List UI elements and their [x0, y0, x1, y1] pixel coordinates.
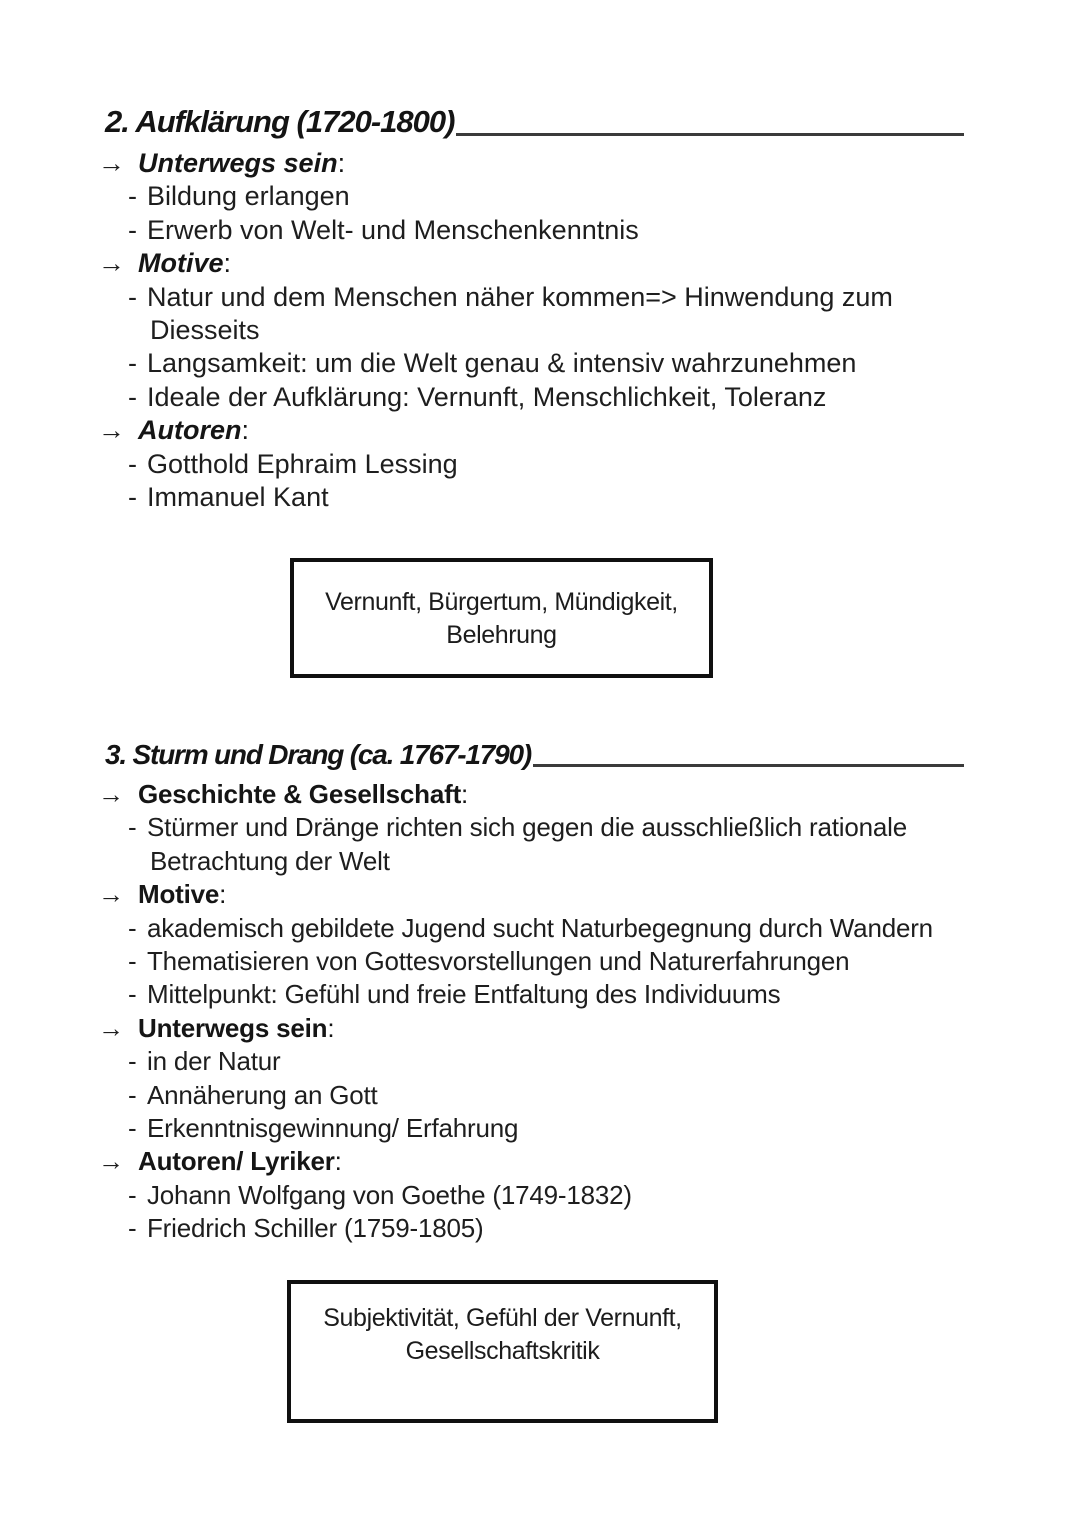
dash-icon: -	[128, 181, 137, 212]
dash-icon: -	[128, 381, 137, 412]
section-body	[98, 778, 964, 1245]
bullet-item-text: Betrachtung der Welt	[150, 845, 390, 876]
heading-underline	[533, 764, 964, 767]
bullet-item	[98, 448, 964, 481]
arrow-icon: →	[98, 879, 124, 910]
topic-label: Autoren	[138, 415, 242, 446]
bullet-item	[98, 214, 964, 247]
dash-icon: -	[128, 481, 137, 512]
bullet-item-text: Friedrich Schiller (1759-1805)	[147, 1213, 484, 1244]
bullet-item-text: Langsamkeit: um die Welt genau & intensiv wahrzunehmen	[147, 348, 857, 379]
keywords-box-aufklaerung	[290, 558, 713, 678]
topic-colon: :	[334, 1146, 342, 1177]
dash-icon: -	[128, 945, 137, 976]
arrow-icon: →	[98, 779, 124, 809]
section-heading-row	[105, 731, 964, 771]
bullet-item	[98, 1112, 964, 1145]
dash-icon: -	[128, 1213, 137, 1244]
dash-icon: -	[128, 348, 137, 379]
bullet-item-text: Bildung erlangen	[147, 181, 350, 212]
section-aufklaerung	[98, 100, 964, 514]
bullet-item-text: Erwerb von Welt- und Menschenkenntnis	[147, 214, 639, 245]
keywords-line: Gesellschaftskritik	[405, 1337, 600, 1365]
topic-label: Unterwegs sein	[138, 1012, 328, 1043]
bullet-item-text: Diesseits	[150, 314, 260, 345]
bullet-item	[98, 281, 964, 314]
topic-colon: :	[219, 879, 227, 910]
dash-icon: -	[128, 281, 137, 312]
section-heading: 3. Sturm und Drang (ca. 1767-1790)	[105, 739, 532, 770]
bullet-item-text: in der Natur	[147, 1046, 281, 1077]
topic-row	[98, 414, 964, 447]
bullet-item	[98, 481, 964, 514]
section-body	[98, 147, 964, 514]
bullet-item-text: Natur und dem Menschen näher kommen=> Hinwendung zum	[147, 281, 893, 312]
dash-icon: -	[128, 1046, 137, 1077]
arrow-icon: →	[98, 248, 125, 279]
bullet-item-text: Gotthold Ephraim Lessing	[147, 448, 458, 479]
arrow-icon: →	[98, 1146, 124, 1177]
bullet-item	[98, 945, 964, 978]
bullet-item-text: Stürmer und Dränge richten sich gegen die ausschließlich rationale	[147, 812, 907, 843]
topic-colon: :	[223, 248, 232, 279]
bullet-item-text: Mittelpunkt: Gefühl und freie Entfaltung des Individuums	[147, 979, 781, 1010]
bullet-item	[98, 912, 964, 945]
bullet-item-text: Thematisieren von Gottesvorstellungen und Naturerfahrungen	[147, 945, 850, 976]
topic-row	[98, 878, 964, 911]
bullet-item	[98, 1045, 964, 1078]
section-heading-row	[105, 100, 964, 140]
dash-icon: -	[128, 912, 137, 943]
keywords-line: Vernunft, Bürgertum, Mündigkeit,	[325, 588, 678, 616]
dash-icon: -	[128, 979, 137, 1010]
bullet-item	[98, 1179, 964, 1212]
topic-colon: :	[337, 148, 346, 178]
heading-underline	[456, 133, 964, 136]
dash-icon: -	[128, 214, 137, 245]
section-sturm-und-drang	[98, 731, 964, 1245]
bullet-item	[98, 1079, 964, 1112]
bullet-item	[98, 180, 964, 213]
bullet-item-text: Ideale der Aufklärung: Vernunft, Menschlichkeit, Toleranz	[147, 381, 827, 412]
keywords-line: Subjektivität, Gefühl der Vernunft,	[323, 1304, 682, 1332]
topic-colon: :	[241, 415, 250, 446]
arrow-icon: →	[98, 148, 125, 178]
topic-row	[98, 1012, 964, 1045]
topic-label: Autoren/ Lyriker	[138, 1146, 335, 1177]
bullet-item-continuation	[98, 845, 964, 878]
arrow-icon: →	[98, 1012, 124, 1043]
bullet-item-text: Johann Wolfgang von Goethe (1749-1832)	[147, 1179, 632, 1210]
topic-row	[98, 1145, 964, 1178]
topic-colon: :	[461, 779, 469, 809]
topic-label: Motive	[138, 248, 224, 279]
dash-icon: -	[128, 812, 137, 843]
bullet-item-text: Annäherung an Gott	[147, 1079, 378, 1110]
topic-row	[98, 147, 964, 180]
dash-icon: -	[128, 1179, 137, 1210]
bullet-item-text: Immanuel Kant	[147, 481, 329, 512]
bullet-item	[98, 811, 964, 844]
keywords-box-sturm-und-drang	[287, 1280, 718, 1423]
topic-label: Unterwegs sein	[138, 148, 338, 178]
dash-icon: -	[128, 1112, 137, 1143]
topic-row	[98, 778, 964, 811]
keywords-line: Belehrung	[446, 621, 557, 649]
bullet-item	[98, 347, 964, 380]
bullet-item	[98, 381, 964, 414]
dash-icon: -	[128, 448, 137, 479]
topic-colon: :	[327, 1012, 335, 1043]
bullet-item	[98, 1212, 964, 1245]
dash-icon: -	[128, 1079, 137, 1110]
topic-row	[98, 247, 964, 280]
arrow-icon: →	[98, 415, 125, 446]
section-heading: 2. Aufklärung (1720-1800)	[105, 104, 455, 139]
bullet-item-text: Erkenntnisgewinnung/ Erfahrung	[147, 1112, 519, 1143]
bullet-item	[98, 978, 964, 1011]
bullet-item-continuation	[98, 314, 964, 347]
bullet-item-text: akademisch gebildete Jugend sucht Naturbegegnung durch Wandern	[147, 912, 933, 943]
topic-label: Geschichte & Gesellschaft	[138, 779, 462, 809]
topic-label: Motive	[138, 879, 220, 910]
